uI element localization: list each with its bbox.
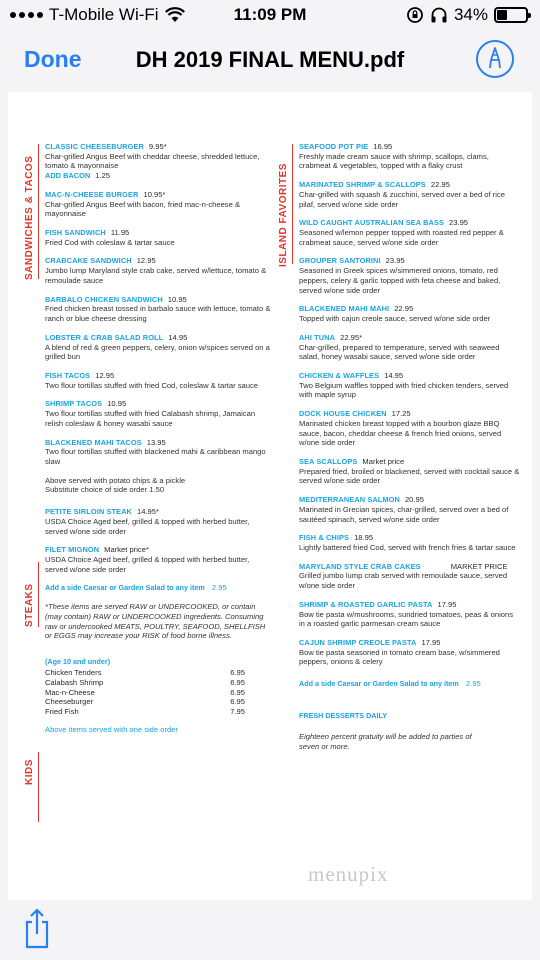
side-salad-note xyxy=(45,583,273,593)
item-price: 10.95* xyxy=(143,189,166,199)
status-time: 11:09 PM xyxy=(233,5,307,24)
menu-item xyxy=(299,304,521,323)
battery-percent: 34% xyxy=(453,5,488,24)
list-item xyxy=(45,688,245,698)
item-name: FISH TACOS xyxy=(45,370,91,380)
item-description: Two Belgium waffles topped with fried chicken tenders, served with maple syrup xyxy=(299,380,509,400)
item-description: Two flour tortillas stuffed with fried Calabash shrimp, Jamaican relish coleslaw & honey wasabi sauce xyxy=(45,409,256,428)
item-description: Jumbo lump Maryland style crab cake, served w/lettuce, tomato & remoulade sauce xyxy=(45,266,267,285)
item-price: MARKET PRICE xyxy=(450,561,508,571)
item-addon-price: 1.25 xyxy=(95,171,110,181)
list-item xyxy=(45,697,245,707)
menu-item xyxy=(299,409,521,448)
item-name: FILET MIGNON xyxy=(45,545,100,555)
item-name: GROUPER SANTORINI xyxy=(299,256,381,266)
item-description: USDA Choice Aged beef, grilled & topped with herbed butter, served w/one side order xyxy=(45,555,250,574)
item-name: PETITE SIRLOIN STEAK xyxy=(45,507,132,517)
share-icon xyxy=(20,906,54,950)
list-item xyxy=(45,707,245,717)
menu-item xyxy=(45,507,273,536)
kids-item-name: Chicken Tenders xyxy=(45,668,102,678)
item-price: 12.95 xyxy=(95,370,115,380)
item-name: SEAFOOD POT PIE xyxy=(299,142,369,151)
side-salad-price: 2.95 xyxy=(211,583,227,593)
kids-item-price: 7.95 xyxy=(230,707,245,717)
menu-left-column xyxy=(45,142,273,735)
kids-item-name: Calabash Shrimp xyxy=(45,677,104,687)
menu-item xyxy=(45,399,273,428)
menu-right-column xyxy=(299,142,521,752)
menu-item xyxy=(45,190,273,219)
gratuity-note: Eighteen percent gratuity will be added to parties of seven or more. xyxy=(299,732,472,751)
battery-level xyxy=(497,10,507,20)
list-item xyxy=(45,668,245,678)
item-price: 14.95* xyxy=(137,507,159,517)
status-right xyxy=(406,5,528,25)
section-steaks: STEAKS xyxy=(24,583,35,627)
kids-item-price: 6.95 xyxy=(230,697,245,707)
item-name: FISH SANDWICH xyxy=(45,228,106,238)
status-bar xyxy=(0,0,540,30)
kids-item-price: 6.95 xyxy=(230,687,245,697)
item-name: LOBSTER & CRAB SALAD ROLL xyxy=(45,332,164,342)
item-name: MARINATED SHRIMP & SCALLOPS xyxy=(299,180,426,190)
section-sandwiches-tacos: SANDWICHES & TACOS xyxy=(24,155,35,280)
item-name: FISH & CHIPS xyxy=(299,533,350,543)
menu-item xyxy=(45,333,273,362)
kids-item-name: Fried Fish xyxy=(45,707,79,717)
kids-menu xyxy=(45,657,273,735)
menu-item xyxy=(299,562,521,591)
item-name: CAJUN SHRIMP CREOLE PASTA xyxy=(299,638,417,648)
battery-icon xyxy=(494,7,528,23)
item-price: 17.95 xyxy=(421,638,441,648)
item-price: Market price xyxy=(362,456,405,466)
item-price: 23.95 xyxy=(449,218,469,228)
side-salad-note xyxy=(299,679,521,689)
item-name: MEDITERRANEAN SALMON xyxy=(299,495,400,505)
side-salad-text: Add a side Caesar or Garden Salad to any item xyxy=(299,679,459,689)
item-price: 22.95* xyxy=(340,332,363,342)
item-description: Lightly battered fried Cod, served with french fries & tartar sauce xyxy=(299,543,516,552)
kids-item-price: 6.95 xyxy=(230,677,245,687)
share-button[interactable] xyxy=(20,906,54,950)
item-description: Prepared fried, broiled or blackened, served with cocktail sauce & served w/one side order xyxy=(299,466,520,486)
menu-item xyxy=(45,545,273,574)
item-name: BARBALO CHICKEN SANDWICH xyxy=(45,294,163,304)
item-name: WILD CAUGHT AUSTRALIAN SEA BASS xyxy=(299,218,445,228)
carrier-label: T-Mobile Wi-Fi xyxy=(49,5,159,24)
menu-item xyxy=(299,371,521,400)
item-price: 17.95 xyxy=(437,599,457,609)
item-name: MAC-N-CHEESE BURGER xyxy=(45,189,139,199)
kids-note: Above items served with one side order xyxy=(45,724,178,734)
bottom-toolbar xyxy=(0,900,540,960)
item-price: 23.95 xyxy=(385,256,405,266)
note-line: Substitute choice of side order 1.50 xyxy=(45,485,165,495)
watermark: menupix xyxy=(308,862,389,886)
document-title: DH 2019 FINAL MENU.pdf xyxy=(135,47,405,72)
item-description: Two flour tortillas stuffed with blackened mahi & caribbean mango slaw xyxy=(45,447,266,466)
section-divider xyxy=(38,144,39,279)
item-name: CHICKEN & WAFFLES xyxy=(299,370,380,380)
item-description: Bow tie pasta w/mushrooms, sundried tomatoes, peas & onions in a roasted garlic parmesan cream sauce xyxy=(299,609,514,629)
item-name: SHRIMP & ROASTED GARLIC PASTA xyxy=(299,599,433,609)
item-price: 9.95* xyxy=(148,142,167,151)
item-description: Marinated chicken breast topped with a bourbon glaze BBQ sauce, bacon, cheddar cheese & french fried onions, served w/one side order xyxy=(299,418,502,448)
item-name: AHI TUNA xyxy=(299,332,336,342)
menu-item xyxy=(299,218,521,247)
menu-item xyxy=(45,228,273,247)
menu-item xyxy=(45,256,273,285)
item-description: Seasoned w/lemon pepper topped with roasted red pepper & crabmeat sauce, served w/one side order xyxy=(299,228,504,247)
kids-header: (Age 10 and under) xyxy=(45,657,111,667)
item-description: USDA Choice Aged beef, grilled & topped with herbed butter, served w/one side order xyxy=(45,516,250,536)
orientation-lock-icon xyxy=(406,6,424,24)
done-button[interactable]: Done xyxy=(24,46,82,72)
item-name: BLACKENED MAHI TACOS xyxy=(45,437,142,447)
item-price: 12.95 xyxy=(136,256,156,266)
menu-item xyxy=(299,256,521,295)
markup-button[interactable] xyxy=(476,40,514,78)
item-name: SEA SCALLOPS xyxy=(299,456,358,466)
kids-list xyxy=(45,668,245,717)
desserts-label: FRESH DESSERTS DAILY xyxy=(299,710,387,720)
item-description: Fried chicken breast tossed in barbalo sauce with lettuce, tomato & ranch or blue cheese dressing xyxy=(45,304,271,324)
item-description: Char-grilled Angus Beef with cheddar cheese, shredded lettuce, tomato & mayonnaise xyxy=(45,151,260,171)
menu-item xyxy=(299,600,521,629)
item-price: Market price* xyxy=(104,545,149,555)
item-description: Seasoned in Greek spices w/simmered onions, tomato, red peppers, celery & garlic topped with feta cheese and baked, served w/one side order xyxy=(299,266,501,295)
item-description: Fried Cod with coleslaw & tartar sauce xyxy=(45,237,175,247)
item-description: Freshly made cream sauce with shrimp, scallops, clams, crabmeat & vegetables, topped with a flaky crust xyxy=(299,151,489,171)
item-addon: ADD BACON xyxy=(45,171,91,181)
menu-item xyxy=(299,495,521,524)
item-description: Marinated in Grecian spices, char-grilled, served over a bed of sautéed spinach, served w/one side order xyxy=(299,504,509,524)
item-price: 11.95 xyxy=(110,228,130,238)
item-description: Topped with cajun creole sauce, served w/one side order xyxy=(299,314,491,324)
item-price: 13.95 xyxy=(146,437,166,447)
markup-pen-icon xyxy=(484,46,506,72)
item-price: 16.95 xyxy=(373,142,393,151)
section-divider xyxy=(38,752,39,822)
item-description: Two flour tortillas stuffed with fried Cod, coleslaw & tartar sauce xyxy=(45,380,258,390)
nav-bar xyxy=(0,30,540,90)
menu-item xyxy=(299,142,521,171)
item-name: BLACKENED MAHI MAHI xyxy=(299,304,390,314)
item-price: 18.95 xyxy=(354,533,374,543)
menu-item xyxy=(45,295,273,324)
menu-item xyxy=(299,533,521,552)
menu-item xyxy=(45,438,273,467)
item-price: 14.95 xyxy=(384,370,404,380)
item-description: Bow tie pasta seasoned in tomato cream base, w/simmered peppers, onions & celery xyxy=(299,647,500,667)
kids-item-name: Mac-n-Cheese xyxy=(45,687,95,697)
sandwich-note xyxy=(45,476,273,495)
kids-item-price: 6.95 xyxy=(230,668,245,678)
menu-item xyxy=(299,638,521,667)
raw-warning: *These items are served RAW or UNDERCOOKED, or contain (may contain) RAW or UNDERCOOKED ingredients. Consuming raw or undercooked MEATS, POULTRY, SEAFOOD, SHELLFISH or EGGS may increase your RISK of food borne illness. xyxy=(45,602,266,641)
item-description: A blend of red & green peppers, celery, onion w/spices served on a grilled bun xyxy=(45,342,270,362)
side-salad-price: 2.95 xyxy=(465,679,481,689)
item-name: DOCK HOUSE CHICKEN xyxy=(299,409,387,419)
item-price: 22.95 xyxy=(430,180,450,190)
list-item xyxy=(45,678,245,688)
section-divider xyxy=(38,562,39,627)
section-kids: KIDS xyxy=(24,759,35,785)
item-description: Char-grilled, prepared to temperature, served with seaweed salad, honey wasabi sauce, served w/one side order xyxy=(299,342,500,362)
menu-item xyxy=(45,371,273,390)
item-price: 10.95 xyxy=(107,399,127,409)
section-divider xyxy=(292,144,293,264)
item-name: MARYLAND STYLE CRAB CAKES xyxy=(299,561,421,571)
menu-item xyxy=(45,142,273,181)
pdf-page[interactable] xyxy=(8,92,532,900)
item-price: 10.95 xyxy=(167,294,187,304)
item-price: 22.95 xyxy=(394,304,414,314)
headphones-icon xyxy=(430,6,448,24)
menu-item xyxy=(299,180,521,209)
item-price: 20.95 xyxy=(404,495,424,505)
section-island-favorites: ISLAND FAVORITES xyxy=(278,163,289,267)
item-description: Grilled jumbo lump crab served with remoulade sauce, served w/one side order xyxy=(299,571,508,591)
menu-item xyxy=(299,457,521,486)
side-salad-text: Add a side Caesar or Garden Salad to any item xyxy=(45,583,205,593)
menu-item xyxy=(299,333,521,362)
item-description: Char-grilled with squash & zucchini, served over a bed of rice pilaf, served w/one side order xyxy=(299,189,505,209)
item-price: 14.95 xyxy=(168,332,188,342)
item-price: 17.25 xyxy=(391,409,411,419)
item-name: CRABCAKE SANDWICH xyxy=(45,256,132,266)
kids-item-name: Cheeseburger xyxy=(45,697,94,707)
note-line: Above served with potato chips & a pickle xyxy=(45,475,186,485)
item-name: SHRIMP TACOS xyxy=(45,399,103,409)
item-name: CLASSIC CHEESEBURGER xyxy=(45,142,144,151)
item-description: Char-grilled Angus Beef with bacon, fried mac-n-cheese & mayonnaise xyxy=(45,199,241,219)
